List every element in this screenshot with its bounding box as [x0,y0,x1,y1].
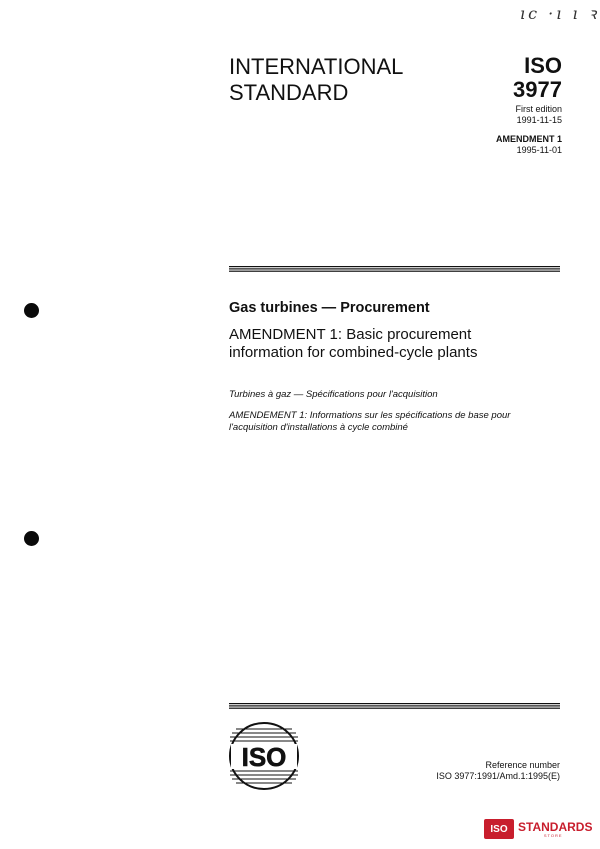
edition-label: First edition [515,104,562,114]
edition-date: 1991-11-15 [516,115,562,125]
document-type [229,54,403,106]
store-watermark-logo [484,818,592,840]
amendment-title [229,326,549,362]
iso-logo-text: ISO [241,742,287,772]
document-title: Gas turbines — Procurement [229,300,430,316]
standard-id-block [452,54,562,156]
document-type-line1: INTERNATIONAL [229,54,404,79]
amendment-label: AMENDMENT 1 [495,134,562,144]
amendment-title-line2: information for combined-cycle plants [229,344,478,361]
iso-label: ISO [524,53,562,78]
bottom-divider [229,703,560,710]
reference-label: Reference number [485,760,560,770]
french-amendment-line1: AMENDEMENT 1: Informations sur les spécifications de base pour [229,410,511,421]
top-divider [229,266,560,273]
amendment-date: 1995-11-01 [516,145,562,155]
french-amendment-line2: l'acquisition d'installations à cycle combiné [229,422,408,433]
amendment-title-line1: AMENDMENT 1: Basic procurement [229,326,472,343]
iso-logo-icon [228,721,300,791]
punch-hole-bottom [24,531,39,546]
handwritten-annotation: ıc ·ı ı ꝛ [520,4,600,23]
french-title: Turbines à gaz — Spécifications pour l'acquisition [229,389,438,400]
french-amendment-title [229,410,559,434]
iso-number: 3977 [513,77,562,102]
reference-value: ISO 3977:1991/Amd.1:1995(E) [436,771,560,781]
store-sub: STORE [543,832,563,838]
store-name: STANDARDS [518,819,593,834]
punch-hole-top [24,303,39,318]
store-badge: ISO [484,819,514,839]
reference-number-block [436,760,560,782]
document-type-line2: STANDARD [229,80,349,105]
